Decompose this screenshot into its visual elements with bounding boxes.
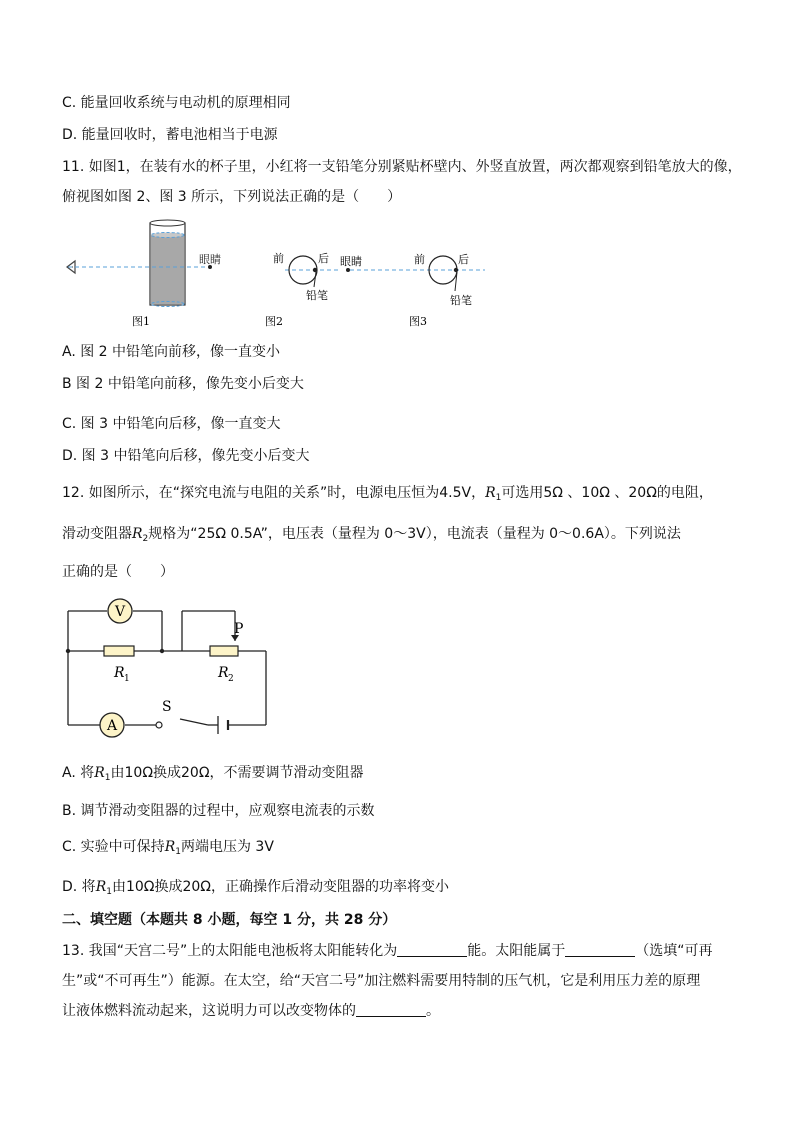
- q13-line2: 生”或“不可再生”）能源。在太空，给“天宫二号”加注燃料需要用特制的压气机，它是利用压力差的原理: [62, 973, 701, 989]
- q10-option-d: D. 能量回收时，蓄电池相当于电源: [62, 127, 278, 143]
- slider-p-label: P: [234, 621, 244, 637]
- q12-circuit-diagram: [60, 595, 280, 745]
- voltmeter-label: V: [114, 604, 126, 620]
- resistor-r1: [104, 646, 134, 656]
- fig3-caption: 图3: [409, 315, 427, 328]
- q10-option-c: C. 能量回收系统与电动机的原理相同: [62, 95, 291, 111]
- fig2-pencil-label: 铅笔: [306, 289, 328, 302]
- fig2-pencil-dot: [313, 268, 317, 272]
- q11-figure: [60, 215, 500, 335]
- q13-blank-1[interactable]: [397, 942, 467, 957]
- fig1-eye-label: 眼睛: [199, 253, 221, 266]
- fig1-caption: 图1: [132, 315, 150, 328]
- q12-stem-line3: 正确的是（ ）: [62, 564, 174, 580]
- fig3-eye-label: 眼睛: [340, 255, 362, 268]
- q11-option-a: A. 图 2 中铅笔向前移，像一直变小: [62, 344, 281, 360]
- fig2-caption: 图2: [265, 315, 283, 328]
- fig3-pencil-dot: [454, 268, 458, 272]
- r1-subscript: 1: [124, 674, 130, 684]
- fig2-back-label: 后: [318, 252, 329, 265]
- q13-blank-2[interactable]: [565, 942, 635, 957]
- fig3-back-label: 后: [458, 253, 469, 266]
- q11-option-c: C. 图 3 中铅笔向后移，像一直变大: [62, 416, 281, 432]
- r2-subscript: 2: [228, 674, 234, 684]
- section2-heading: 二、填空题（本题共 8 小题，每空 1 分，共 28 分）: [62, 912, 397, 928]
- ammeter-label: A: [106, 718, 118, 734]
- q12-option-a: A. 将$R_1$由10Ω换成20Ω，不需要调节滑动变阻器: [62, 765, 364, 783]
- r1-label: R: [114, 665, 125, 681]
- q12-stem-line1: 12. 如图所示，在“探究电流与电阻的关系”时，电源电压恒为4.5V，$R_1$可选用5Ω 、10Ω 、20Ω的电阻，: [62, 485, 713, 503]
- q12-option-c: C. 实验中可保持$R_1$两端电压为 3V: [62, 839, 274, 857]
- q12-option-b: B. 调节滑动变阻器的过程中，应观察电流表的示数: [62, 803, 375, 819]
- switch-s-label: S: [162, 699, 172, 715]
- q11-stem-line2: 俯视图如图 2、图 3 所示，下列说法正确的是（ ）: [62, 189, 402, 205]
- r2-label: R: [218, 665, 229, 681]
- resistor-r2: [210, 646, 238, 656]
- fig2-front-label: 前: [273, 252, 284, 265]
- fig3-front-label: 前: [414, 253, 425, 266]
- q11-stem-line1: 11. 如图1，在装有水的杯子里，小红将一支铅笔分别紧贴杯壁内、外竖直放置，两次都观察到铅笔放大的像，: [62, 159, 742, 175]
- water: [151, 235, 184, 304]
- q11-option-b: B 图 2 中铅笔向前移，像先变小后变大: [62, 376, 304, 392]
- q12-stem-line2: 滑动变阻器$R_2$规格为“25Ω 0.5A”，电压表（量程为 0～3V），电流表（量程为 0～0.6A）。下列说法: [62, 526, 681, 544]
- q12-option-d: D. 将$R_1$由10Ω换成20Ω，正确操作后滑动变阻器的功率将变小: [62, 879, 449, 897]
- q13-line3: 让液体燃料流动起来，这说明力可以改变物体的 。: [62, 1003, 440, 1019]
- q11-option-d: D. 图 3 中铅笔向后移，像先变小后变大: [62, 448, 310, 464]
- q13-blank-3[interactable]: [356, 1002, 426, 1017]
- q13-line1: 13. 我国“天宫二号”上的太阳能电池板将太阳能转化为 能。太阳能属于 （选填“可再: [62, 943, 713, 959]
- fig3-pencil-label: 铅笔: [450, 294, 472, 307]
